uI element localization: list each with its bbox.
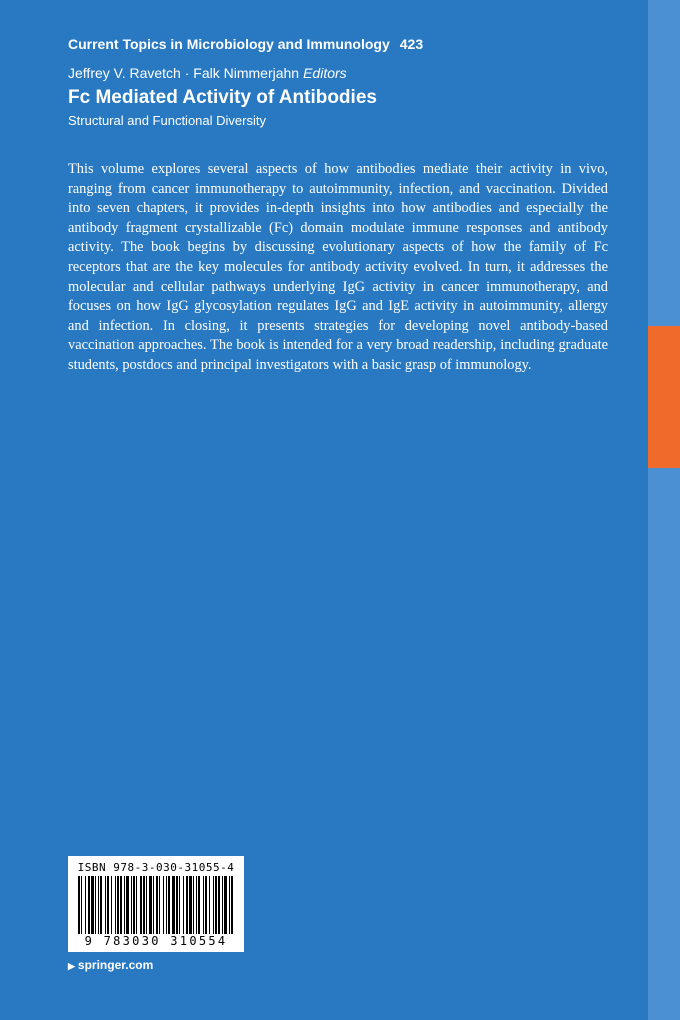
- barcode-bar: [209, 876, 210, 934]
- spine-strip: [648, 0, 680, 1020]
- orange-accent-bar: [648, 326, 680, 468]
- barcode-bar: [215, 876, 217, 934]
- series-volume: 423: [399, 36, 424, 52]
- editor-names: Jeffrey V. Ravetch · Falk Nimmerjahn: [68, 65, 300, 81]
- barcode-bar: [183, 876, 184, 934]
- barcode-bar: [193, 876, 194, 934]
- series-title: [68, 36, 423, 52]
- barcode-bar: [186, 876, 188, 934]
- barcode-bar: [143, 876, 145, 934]
- barcode-bar: [168, 876, 170, 934]
- barcode-bar: [95, 876, 96, 934]
- barcode-bar: [136, 876, 137, 934]
- barcode-bar: [179, 876, 180, 934]
- barcode-bar: [107, 876, 109, 934]
- barcode-bar: [111, 876, 112, 934]
- triangle-right-icon: ▶: [68, 961, 75, 971]
- barcode-bar: [218, 876, 220, 934]
- barcode-bar: [98, 876, 99, 934]
- barcode-bar: [91, 876, 94, 934]
- barcode-bar: [124, 876, 125, 934]
- barcode-bar: [149, 876, 152, 934]
- barcode-bar: [78, 876, 80, 934]
- isbn-label: ISBN 978-3-030-31055-4: [77, 861, 235, 874]
- barcode-bar: [203, 876, 204, 934]
- barcode-bar: [85, 876, 86, 934]
- barcode-bar: [140, 876, 142, 934]
- book-subtitle: Structural and Functional Diversity: [68, 113, 266, 128]
- barcode-bar: [126, 876, 129, 934]
- barcode-bar: [189, 876, 192, 934]
- barcode-bar: [231, 876, 233, 934]
- barcode-bar: [196, 876, 197, 934]
- barcode-bar: [205, 876, 207, 934]
- series-name: Current Topics in Microbiology and Immunology: [68, 36, 390, 52]
- barcode-bar: [229, 876, 230, 934]
- isbn-barcode: [68, 856, 244, 952]
- website-url: springer.com: [77, 958, 154, 972]
- publisher-website[interactable]: [68, 958, 153, 972]
- barcode-bar: [146, 876, 147, 934]
- barcode-bar: [198, 876, 200, 934]
- editors-line: [68, 65, 347, 81]
- barcode-bar: [176, 876, 178, 934]
- book-description: This volume explores several aspects of how antibodies mediate their activity in vivo, ranging from cancer immunotherapy to autoimmunity, infection, and vaccination. Divided into seven chapters, it provides in-depth insights into how antibodies and especially the antibody fragment crystallizable (Fc) domain modulate immune responses and antibody activity. The book begins by discussing evolutionary aspects of how the family of Fc receptors that are the key molecules for antibody activity evolved. In turn, it addresses the molecular and cellular pathways underlying IgG activity in cancer immunotherapy, and focuses on how IgG glycosylation regulates IgG and IgE activity in autoimmunity, allergy and infection. In closing, it presents strategies for developing novel antibody-based vaccination approaches. The book is intended for a very broad readership, including graduate students, postdocs and principal investigators with a basic grasp of immunology.: [68, 161, 608, 373]
- book-title: Fc Mediated Activity of Antibodies: [68, 87, 377, 108]
- barcode-bar: [222, 876, 223, 934]
- barcode-bar: [156, 876, 158, 934]
- barcode-bar: [100, 876, 102, 934]
- barcode-bar: [133, 876, 135, 934]
- barcode-bar: [115, 876, 116, 934]
- barcode-bar: [117, 876, 119, 934]
- barcode-bar: [213, 876, 214, 934]
- editors-role: Editors: [303, 65, 347, 81]
- barcode-bar: [88, 876, 90, 934]
- barcode-bar: [163, 876, 164, 934]
- barcode-bar: [120, 876, 122, 934]
- barcode-bar: [172, 876, 175, 934]
- barcode-digits: 9 783030 310554: [68, 934, 244, 948]
- barcode-bars: [74, 876, 238, 938]
- barcode-bar: [105, 876, 106, 934]
- barcode-bar: [159, 876, 160, 934]
- barcode-bar: [153, 876, 154, 934]
- barcode-bar: [131, 876, 132, 934]
- barcode-bar: [166, 876, 167, 934]
- barcode-bar: [81, 876, 82, 934]
- barcode-bar: [224, 876, 227, 934]
